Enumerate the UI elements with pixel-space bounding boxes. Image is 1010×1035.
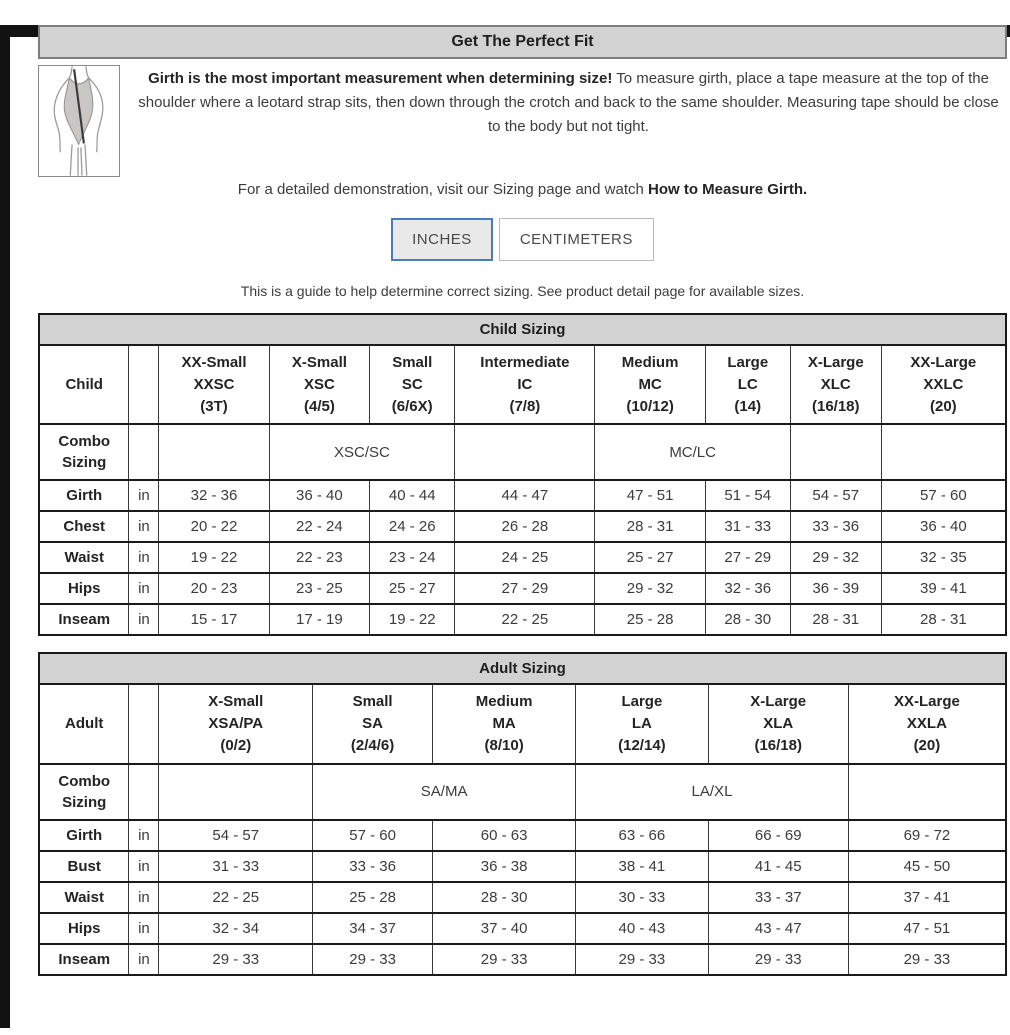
measurement-range-value: 15 - 17 (159, 604, 269, 635)
measurement-range-value: 33 - 37 (708, 882, 848, 913)
size-column-line: X-Small (208, 693, 264, 711)
combo-size-cell (159, 764, 313, 820)
size-column-line: SA (362, 715, 384, 732)
unit-value: in (129, 511, 159, 542)
measurement-label: Hips (39, 913, 129, 944)
combo-size-cell (455, 424, 595, 480)
adult-table-title: Adult Sizing (39, 653, 1006, 684)
combo-size-cell (159, 424, 269, 480)
measurement-range-value: 29 - 33 (433, 944, 576, 975)
measurement-range-value: 27 - 29 (455, 573, 595, 604)
size-column-line: XSC (303, 375, 335, 393)
combo-sizing-label: Combo Sizing (39, 424, 129, 480)
measurement-range-value: 29 - 33 (576, 944, 708, 975)
size-column-line: (4/5) (303, 397, 335, 415)
measurement-range-value: 38 - 41 (576, 851, 708, 882)
size-column-line: X-Small (291, 354, 347, 371)
measurement-range-value: 36 - 39 (790, 573, 881, 604)
size-column-line: Medium (621, 354, 679, 371)
girth-instructions-emphasis: Girth is the most important measurement when determining size! (148, 70, 613, 87)
measurement-range-value: 47 - 51 (848, 913, 1006, 944)
measurement-range-value: 19 - 22 (159, 542, 269, 573)
size-column-line: Intermediate (480, 354, 570, 371)
unit-value: in (129, 944, 159, 975)
size-column-line: Small (392, 354, 433, 371)
measurement-range-value: 44 - 47 (455, 480, 595, 511)
size-column-line: Medium (475, 693, 533, 711)
size-chart-page (38, 25, 1007, 976)
measurement-range-value: 29 - 32 (790, 542, 881, 573)
measurement-range-value: 33 - 36 (313, 851, 433, 882)
measurement-range-value: 37 - 40 (433, 913, 576, 944)
size-column-header (455, 345, 595, 424)
measurement-range-value: 66 - 69 (708, 820, 848, 851)
measurement-range-value: 29 - 32 (595, 573, 705, 604)
combo-size-cell: MC/LC (595, 424, 790, 480)
size-column-line: Large (727, 354, 769, 371)
measurement-range-value: 28 - 31 (790, 604, 881, 635)
size-column-line: MA (492, 715, 516, 732)
size-column-header (370, 345, 455, 424)
inches-button[interactable]: INCHES (391, 218, 493, 261)
measurement-range-value: 30 - 33 (576, 882, 708, 913)
size-column-header (159, 684, 313, 763)
sizing-guide-note: This is a guide to help determine correct sizing. See product detail page for available sizes. (240, 283, 805, 299)
measurement-range-value: 22 - 25 (159, 882, 313, 913)
measurement-range-value: 54 - 57 (790, 480, 881, 511)
measurement-range-value: 39 - 41 (881, 573, 1006, 604)
measurement-label: Waist (39, 882, 129, 913)
sizing-demo-text: For a detailed demonstration, visit our Sizing page and watch (237, 181, 649, 198)
measurement-range-value: 20 - 23 (159, 573, 269, 604)
measurement-range-value: 20 - 22 (159, 511, 269, 542)
size-column-line: XX-Large (893, 693, 960, 711)
size-column-header (708, 684, 848, 763)
combo-size-cell: LA/XL (576, 764, 849, 820)
size-column-header (313, 684, 433, 763)
measurement-range-value: 28 - 30 (705, 604, 790, 635)
measurement-range-value: 28 - 30 (433, 882, 576, 913)
measurement-range-value: 57 - 60 (313, 820, 433, 851)
measurement-range-value: 22 - 24 (269, 511, 370, 542)
measurement-label: Inseam (39, 604, 129, 635)
measurement-range-value: 32 - 36 (705, 573, 790, 604)
measurement-range-value: 57 - 60 (881, 480, 1006, 511)
measurement-range-value: 25 - 27 (595, 542, 705, 573)
measurement-range-value: 22 - 25 (455, 604, 595, 635)
measurement-label: Inseam (39, 944, 129, 975)
measurement-range-value: 37 - 41 (848, 882, 1006, 913)
measurement-range-value: 51 - 54 (705, 480, 790, 511)
size-column-line: SC (401, 375, 423, 393)
adult-sizing-table (38, 652, 1007, 975)
size-column-line: XXSC (193, 375, 235, 393)
size-column-line: (20) (930, 397, 957, 415)
size-column-header (790, 345, 881, 424)
measurement-range-value: 36 - 40 (269, 480, 370, 511)
measurement-range-value: 32 - 35 (881, 542, 1006, 573)
measurement-range-value: 29 - 33 (848, 944, 1006, 975)
measurement-range-value: 63 - 66 (576, 820, 708, 851)
size-column-header (848, 684, 1006, 763)
size-column-line: (0/2) (220, 736, 252, 754)
unit-value: in (129, 820, 159, 851)
size-column-line: (3T) (200, 397, 228, 415)
size-column-line: XSA/PA (208, 715, 264, 732)
screenshot-border-left (0, 25, 10, 1028)
size-column-line: (14) (734, 397, 762, 415)
child-table-title: Child Sizing (39, 314, 1006, 345)
measurement-range-value: 54 - 57 (159, 820, 313, 851)
size-column-line: X-Large (750, 693, 807, 711)
size-column-header (433, 684, 576, 763)
size-column-header (705, 345, 790, 424)
measurement-range-value: 45 - 50 (848, 851, 1006, 882)
combo-size-cell: XSC/SC (269, 424, 455, 480)
measurement-range-value: 29 - 33 (313, 944, 433, 975)
measurement-range-value: 26 - 28 (455, 511, 595, 542)
measurement-range-value: 19 - 22 (370, 604, 455, 635)
size-column-line: (16/18) (754, 736, 802, 754)
combo-size-cell (881, 424, 1006, 480)
size-column-header (159, 345, 269, 424)
measurement-range-value: 36 - 40 (881, 511, 1006, 542)
child-row-header: Child (39, 345, 129, 424)
size-column-line: (7/8) (509, 397, 541, 415)
adult-row-header: Adult (39, 684, 129, 763)
measurement-label: Girth (39, 480, 129, 511)
measurement-label: Bust (39, 851, 129, 882)
measurement-range-value: 25 - 28 (595, 604, 705, 635)
size-column-line: (12/14) (618, 736, 666, 754)
measurement-range-value: 23 - 25 (269, 573, 370, 604)
size-column-line: Small (352, 693, 393, 711)
combo-size-cell (790, 424, 881, 480)
size-column-line: (20) (913, 736, 941, 754)
size-column-line: (16/18) (811, 397, 860, 415)
measurement-range-value: 40 - 44 (370, 480, 455, 511)
size-column-line: LA (631, 715, 652, 732)
measurement-range-value: 32 - 34 (159, 913, 313, 944)
unit-value: in (129, 480, 159, 511)
child-sizing-table (38, 313, 1007, 636)
size-column-line: (10/12) (626, 397, 674, 415)
measurement-range-value: 24 - 25 (455, 542, 595, 573)
measurement-range-value: 41 - 45 (708, 851, 848, 882)
size-column-line: MC (638, 375, 662, 393)
measurement-range-value: 24 - 26 (370, 511, 455, 542)
size-column-line: (6/6X) (391, 397, 433, 415)
unit-value: in (129, 851, 159, 882)
combo-unit-cell (129, 764, 159, 820)
measurement-range-value: 33 - 36 (790, 511, 881, 542)
unit-column-header (129, 345, 159, 424)
measurement-range-value: 60 - 63 (433, 820, 576, 851)
measurement-range-value: 28 - 31 (595, 511, 705, 542)
measurement-range-value: 34 - 37 (313, 913, 433, 944)
size-column-line: XX-Small (181, 354, 247, 371)
measurement-range-value: 25 - 28 (313, 882, 433, 913)
size-column-line: XXLC (923, 375, 964, 393)
measurement-range-value: 25 - 27 (370, 573, 455, 604)
combo-size-cell (848, 764, 1006, 820)
measurement-range-value: 69 - 72 (848, 820, 1006, 851)
measurement-range-value: 36 - 38 (433, 851, 576, 882)
size-column-line: XLC (820, 375, 851, 393)
combo-sizing-label: Combo Sizing (39, 764, 129, 820)
size-column-header (576, 684, 708, 763)
size-column-line: XXLA (906, 715, 947, 732)
size-column-line: LC (737, 375, 758, 393)
unit-value: in (129, 882, 159, 913)
size-column-line: XX-Large (910, 354, 977, 371)
size-column-line: XLA (763, 715, 794, 732)
unit-value: in (129, 573, 159, 604)
unit-value: in (129, 542, 159, 573)
measurement-range-value: 43 - 47 (708, 913, 848, 944)
sizing-demo-line (38, 181, 1007, 198)
size-column-header (595, 345, 705, 424)
leotard-figure-icon (39, 66, 119, 176)
unit-value: in (129, 913, 159, 944)
size-column-line: (2/4/6) (350, 736, 395, 754)
leotard-girth-diagram (38, 65, 120, 177)
measurement-range-value: 31 - 33 (159, 851, 313, 882)
measurement-range-value: 32 - 36 (159, 480, 269, 511)
size-column-header (881, 345, 1006, 424)
size-column-header (269, 345, 370, 424)
girth-instructions (134, 67, 1003, 139)
measurement-label: Hips (39, 573, 129, 604)
centimeters-button[interactable]: CENTIMETERS (499, 218, 654, 261)
combo-size-cell: SA/MA (313, 764, 576, 820)
combo-unit-cell (129, 424, 159, 480)
measurement-range-value: 29 - 33 (159, 944, 313, 975)
measurement-label: Girth (39, 820, 129, 851)
size-column-line: (8/10) (484, 736, 524, 754)
girth-instructions-body: To measure girth, place a tape measure at the top of the shoulder where a leotard strap sits, then down through the crotch and back to the same shoulder. Measuring tape should be close to the body but not tight. (138, 70, 999, 135)
page-title: Get The Perfect Fit (38, 25, 1007, 59)
size-column-line: Large (621, 693, 663, 711)
measurement-range-value: 17 - 19 (269, 604, 370, 635)
size-column-line: IC (517, 375, 533, 393)
measurement-range-value: 47 - 51 (595, 480, 705, 511)
size-column-line: X-Large (807, 354, 864, 371)
measurement-range-value: 40 - 43 (576, 913, 708, 944)
measurement-range-value: 27 - 29 (705, 542, 790, 573)
measurement-range-value: 22 - 23 (269, 542, 370, 573)
how-to-measure-girth-label: How to Measure Girth. (648, 181, 808, 198)
measurement-range-value: 23 - 24 (370, 542, 455, 573)
unit-toggle (38, 218, 1007, 261)
measurement-label: Chest (39, 511, 129, 542)
measurement-range-value: 31 - 33 (705, 511, 790, 542)
measurement-label: Waist (39, 542, 129, 573)
measurement-range-value: 28 - 31 (881, 604, 1006, 635)
girth-intro-section (38, 65, 1007, 177)
measurement-range-value: 29 - 33 (708, 944, 848, 975)
unit-column-header (129, 684, 159, 763)
unit-value: in (129, 604, 159, 635)
